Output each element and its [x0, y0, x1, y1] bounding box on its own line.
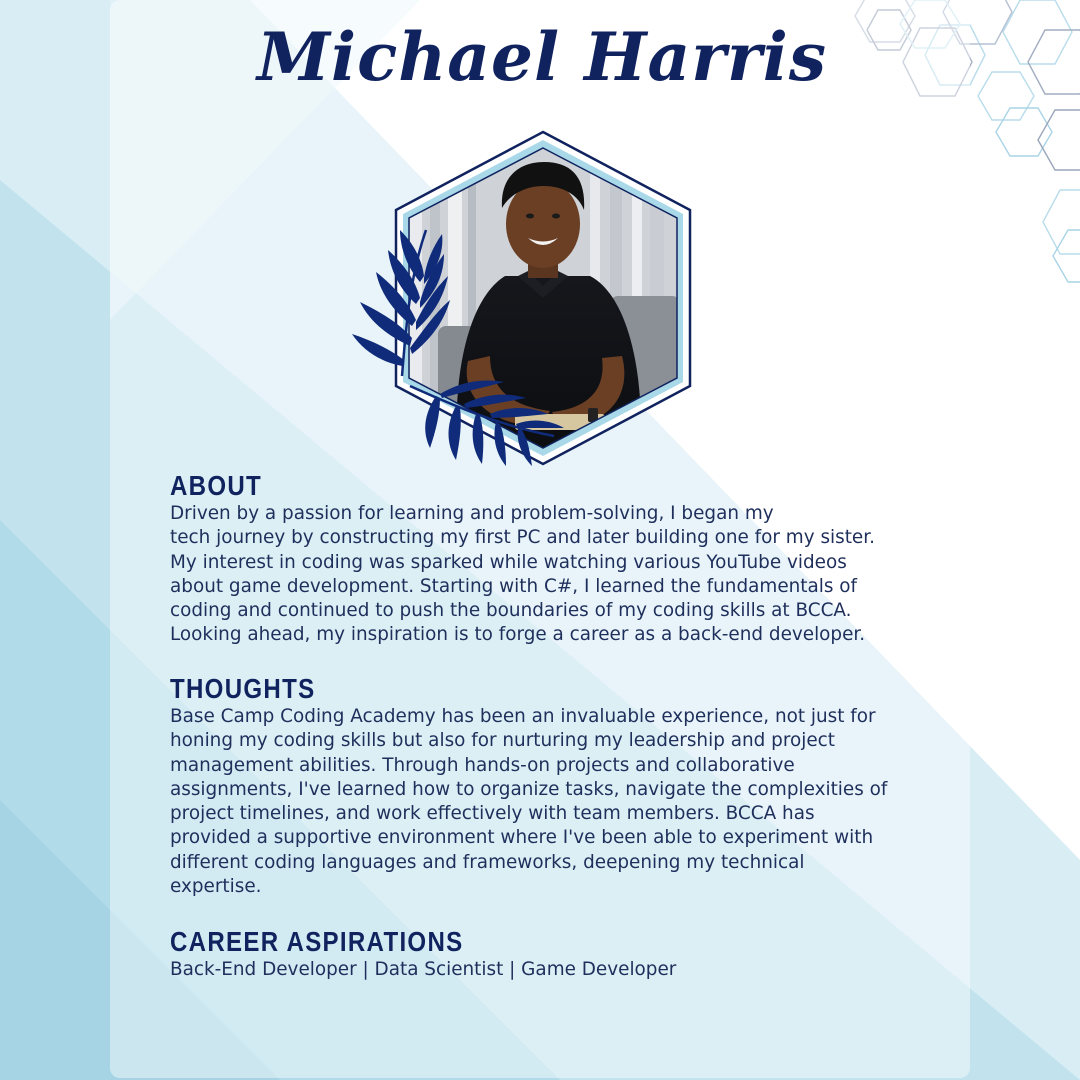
thoughts-heading: THOUGHTS — [170, 673, 316, 704]
career-body: Back-End Developer | Data Scientist | Game Developer — [170, 959, 677, 980]
career-heading: CAREER ASPIRATIONS — [170, 926, 464, 957]
portrait-frame — [340, 126, 700, 476]
about-body: Driven by a passion for learning and problem-solving, I began my tech journey by constructing my first PC and later building one for my sister. My interest in coding was sparked while watching various YouTube videos about game development. Starting with C#, I learned the fundamentals of coding and continued to push the boundaries of my coding skills at BCCA. Looking ahead, my inspiration is to forge a career as a back-end developer. — [170, 503, 875, 646]
about-heading: ABOUT — [170, 470, 263, 501]
thoughts-body: Base Camp Coding Academy has been an invaluable experience, not just for honing my coding skills but also for nurturing my leadership and project management abilities. Through hands-on projects and collaborative assignments, I've learned how to organize tasks, navigate the complexities of project timelines, and work effectively with team members. BCCA has provided a supportive environment where I've been able to experiment with different coding languages and frameworks, deepening my technical expertise. — [170, 706, 888, 898]
career-section — [170, 926, 930, 982]
thoughts-section — [170, 673, 930, 899]
profile-name: Michael Harris — [256, 18, 827, 96]
about-section — [170, 470, 930, 648]
